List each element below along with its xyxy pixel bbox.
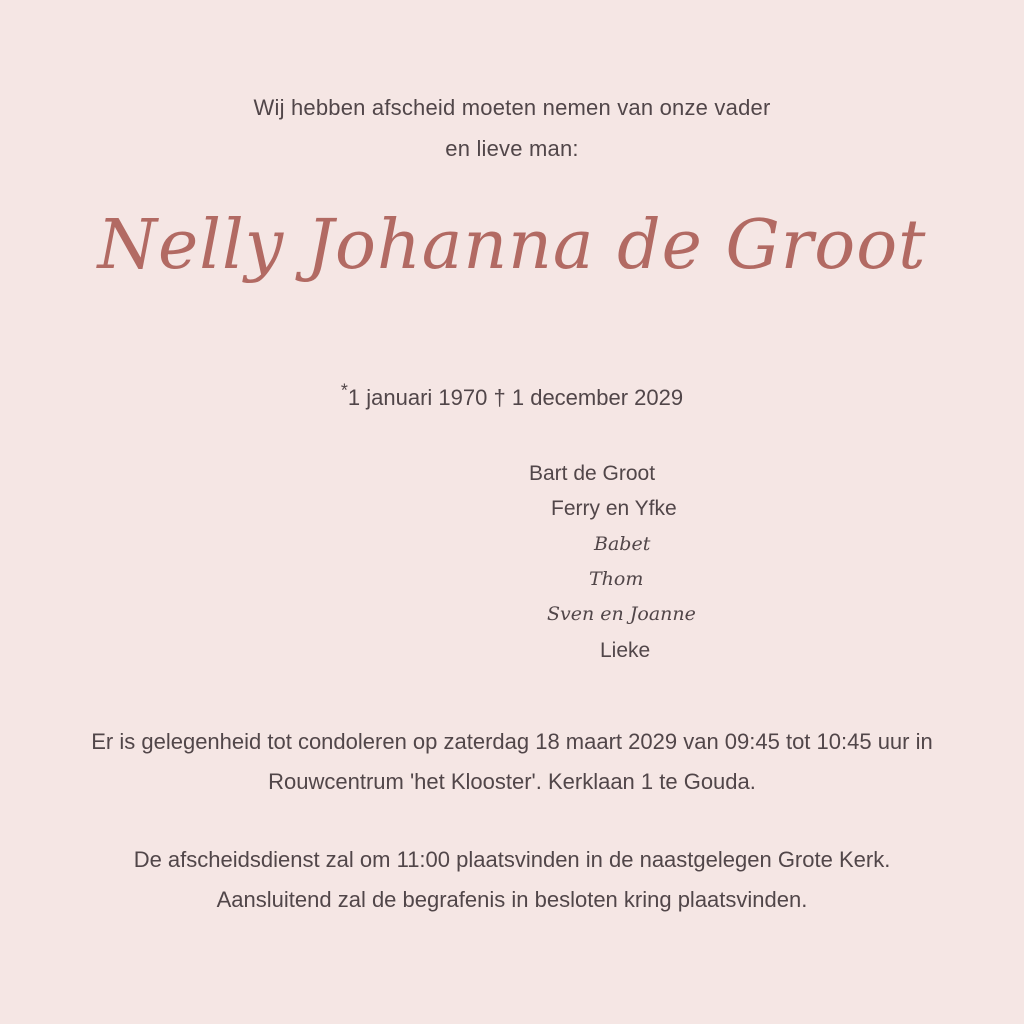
family-member: Babet [594,533,651,555]
family-member: Lieke [600,639,651,662]
service-line-2: Aansluitend zal de begrafenis in besloten kring plaatsvinden. [216,887,808,912]
condolence-line-2: Rouwcentrum 'het Klooster'. Kerklaan 1 te Gouda. [268,769,756,794]
service-info [0,840,1024,920]
family-member: Ferry en Yfke [551,497,677,520]
service-line-1: De afscheidsdienst zal om 11:00 plaatsvinden in de naastgelegen Grote Kerk. [133,847,891,872]
death-date: 1 december 2029 [511,385,684,410]
deceased-name: Nelly Johanna de Groot [97,206,927,285]
family-member: Sven en Joanne [547,603,696,625]
condolence-info [0,722,1024,802]
intro-line-1: Wij hebben afscheid moeten nemen van onze vader [253,95,771,120]
intro-line-2: en lieve man: [445,136,579,161]
birth-date: 1 januari 1970 [347,385,488,410]
condolence-line-1: Er is gelegenheid tot condoleren op zaterdag 18 maart 2029 van 09:45 tot 10:45 uur in [91,729,933,754]
death-symbol: † [493,385,506,410]
family-member: Thom [589,568,644,590]
family-member: Bart de Groot [529,462,656,485]
birth-symbol: * [340,380,348,401]
